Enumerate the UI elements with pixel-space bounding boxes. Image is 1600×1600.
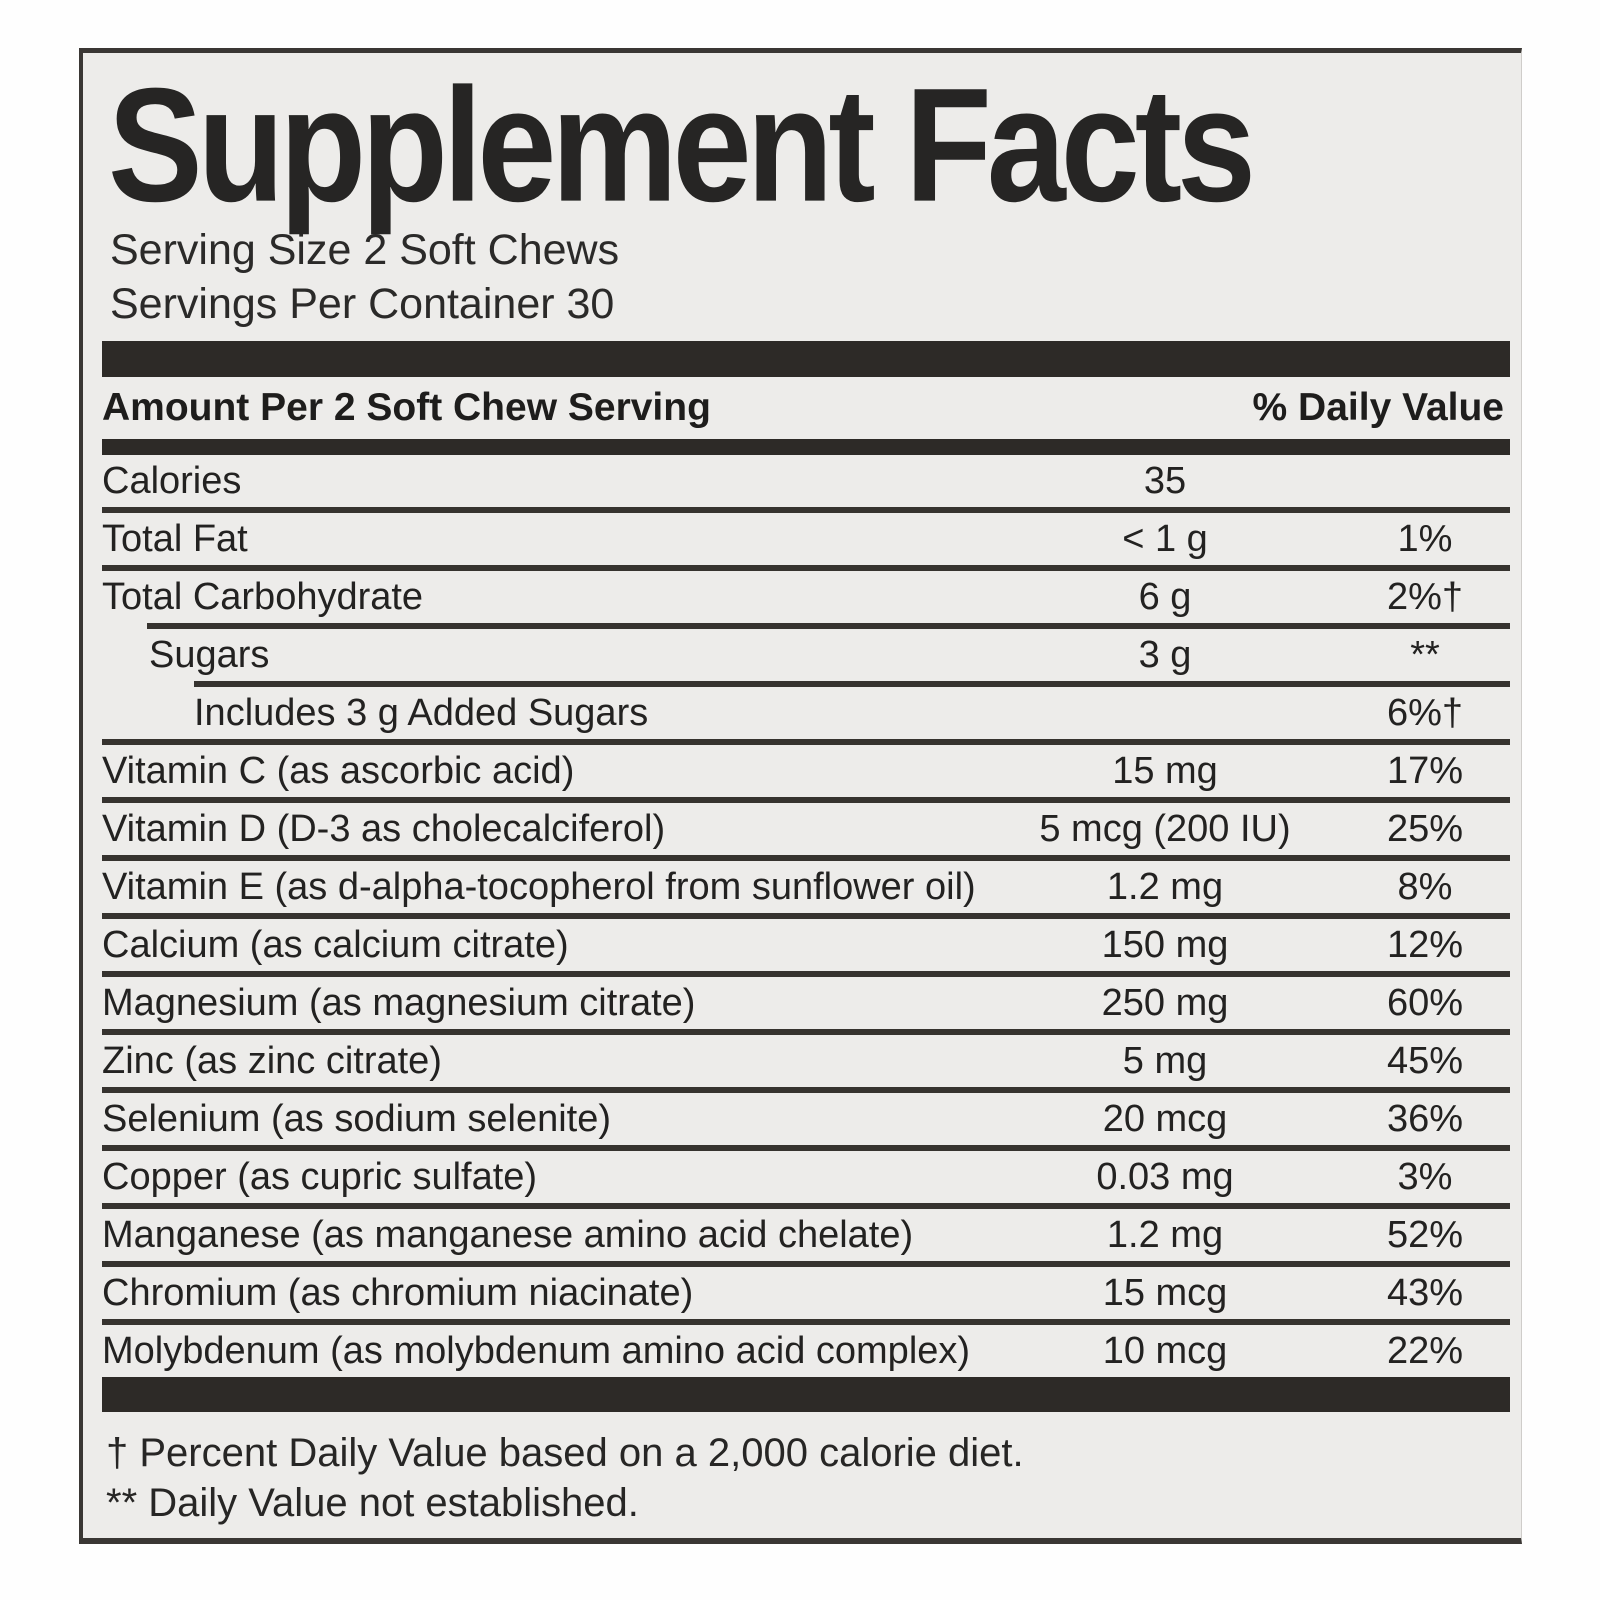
amount-column-header: Amount Per 2 Soft Chew Serving [102,386,711,429]
nutrient-row [102,861,1510,913]
nutrient-amount: 35 [1143,459,1187,502]
nutrient-amount: 150 mg [1101,923,1229,966]
nutrient-dv: 22% [1386,1329,1464,1372]
label-title: Supplement Facts [108,54,1252,237]
nutrient-name: Total Fat [102,517,248,560]
nutrient-name: Copper (as cupric sulfate) [102,1155,538,1198]
nutrient-dv: ** [1410,633,1440,676]
nutrient-row [102,977,1510,1029]
nutrient-amount: 15 mcg [1102,1271,1228,1314]
nutrient-row [102,1035,1510,1087]
footnote-not-established: ** Daily Value not established. [106,1481,639,1525]
nutrient-dv: 43% [1386,1271,1464,1314]
nutrient-name: Vitamin D (D-3 as cholecalciferol) [102,807,666,850]
nutrient-row [102,455,1510,507]
nutrient-name: Chromium (as chromium niacinate) [102,1271,694,1314]
nutrient-name: Calories [102,459,242,502]
nutrient-row [102,919,1510,971]
nutrient-amount: 10 mcg [1102,1329,1228,1372]
nutrient-amount: 15 mg [1112,749,1218,792]
header-divider-bar [102,439,1510,455]
nutrient-amount: 0.03 mg [1096,1155,1234,1198]
nutrient-dv: 52% [1386,1213,1464,1256]
nutrient-row [102,803,1510,855]
nutrient-name: Sugars [149,633,270,676]
nutrient-row [102,745,1510,797]
nutrient-amount: 250 mg [1101,981,1229,1024]
nutrient-amount: 1.2 mg [1106,865,1224,908]
nutrient-name: Total Carbohydrate [102,575,424,618]
nutrient-amount: < 1 g [1122,517,1208,560]
footnotes [106,1428,1510,1528]
nutrient-row [102,1325,1510,1377]
nutrient-amount: 20 mcg [1102,1097,1228,1140]
nutrient-name: Selenium (as sodium selenite) [102,1097,612,1140]
nutrient-rows [102,455,1510,1377]
serving-info [110,223,1510,331]
nutrient-name: Molybdenum (as molybdenum amino acid complex) [102,1329,971,1372]
serving-size: Serving Size 2 Soft Chews [110,226,620,274]
nutrient-dv: 12% [1386,923,1464,966]
nutrient-dv: 25% [1386,807,1464,850]
daily-value-column-header: % Daily Value [1252,386,1504,429]
nutrient-dv: 1% [1397,517,1453,560]
nutrient-row [102,1151,1510,1203]
nutrient-name: Includes 3 g Added Sugars [194,691,649,734]
nutrient-amount: 1.2 mg [1106,1213,1224,1256]
nutrient-name: Calcium (as calcium citrate) [102,923,569,966]
nutrient-row [102,1093,1510,1145]
nutrient-amount: 3 g [1138,633,1192,676]
nutrient-amount: 5 mg [1122,1039,1208,1082]
nutrient-row [102,571,1510,623]
nutrient-amount: 6 g [1138,575,1192,618]
nutrient-dv: 3% [1397,1155,1453,1198]
nutrient-dv: 8% [1397,865,1453,908]
nutrient-name: Manganese (as manganese amino acid chelate) [102,1213,914,1256]
nutrient-row [102,629,1510,681]
nutrient-name: Vitamin E (as d-alpha-tocopherol from sunflower oil) [102,865,976,908]
nutrient-dv: 17% [1386,749,1464,792]
nutrient-amount: 5 mcg (200 IU) [1039,807,1291,850]
table-header [102,377,1510,439]
servings-per-container: Servings Per Container 30 [110,280,615,328]
nutrient-row [102,1209,1510,1261]
nutrient-row [102,513,1510,565]
footer-divider-bar [102,1377,1510,1412]
supplement-facts-label [79,48,1522,1544]
nutrient-name: Vitamin C (as ascorbic acid) [102,749,575,792]
nutrient-dv: 60% [1386,981,1464,1024]
nutrient-row [102,687,1510,739]
nutrient-dv: 6%† [1386,691,1464,734]
nutrient-name: Zinc (as zinc citrate) [102,1039,442,1082]
nutrient-dv: 36% [1386,1097,1464,1140]
footnote-daily-value: † Percent Daily Value based on a 2,000 calorie diet. [106,1431,1024,1475]
nutrient-dv: 2%† [1386,575,1464,618]
top-divider-bar [102,341,1510,377]
nutrient-dv: 45% [1386,1039,1464,1082]
nutrient-row [102,1267,1510,1319]
nutrient-name: Magnesium (as magnesium citrate) [102,981,696,1024]
